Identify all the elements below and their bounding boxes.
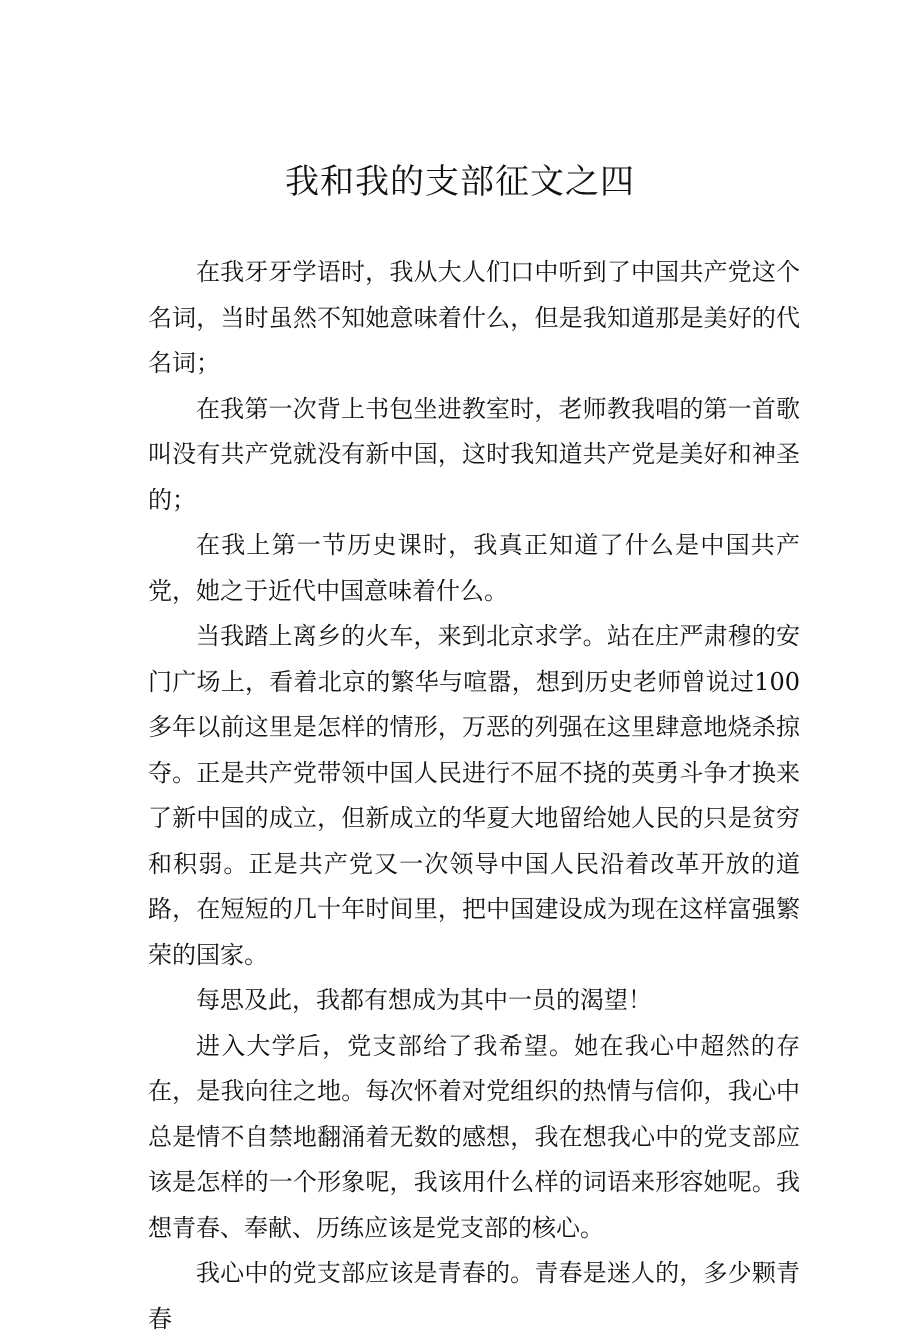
paragraph-1: 在我牙牙学语时，我从大人们口中听到了中国共产党这个名词，当时虽然不知她意味着什么，但是我知道那是美好的代名词； (148, 258, 800, 377)
document-body (148, 250, 800, 1342)
paragraph-7: 我心中的党支部应该是青春的。青春是迷人的，多少颗青春 (148, 1259, 800, 1333)
paragraph-4: 当我踏上离乡的火车，来到北京求学。站在庄严肃穆的安门广场上，看着北京的繁华与喧嚣，想到历史老师曾说过100多年以前这里是怎样的情形，万恶的列强在这里肆意地烧杀掠夺。正是共产党带领中国人民进行不屈不挠的英勇斗争才换来了新中国的成立，但新成立的华夏大地留给她人民的只是贫穷和积弱。正是共产党又一次领导中国人民沿着改革开放的道路，在短短的几十年时间里，把中国建设成为现在这样富强繁荣的国家。 (148, 622, 800, 969)
document-title: 我和我的支部征文之四 (285, 162, 635, 202)
paragraph-2: 在我第一次背上书包坐进教室时，老师教我唱的第一首歌叫没有共产党就没有新中国，这时我知道共产党是美好和神圣的； (148, 394, 800, 514)
paragraph-3: 在我上第一节历史课时，我真正知道了什么是中国共产党，她之于近代中国意味着什么。 (148, 531, 800, 605)
paragraph-5: 每思及此，我都有想成为其中一员的渴望！ (196, 986, 652, 1014)
paragraph-6: 进入大学后，党支部给了我希望。她在我心中超然的存在，是我向往之地。每次怀着对党组织的热情与信仰，我心中总是情不自禁地翻涌着无数的感想，我在想我心中的党支部应该是怎样的一个形象呢，我该用什么样的词语来形容她呢。我想青春、奉献、历练应该是党支部的核心。 (148, 1031, 800, 1242)
